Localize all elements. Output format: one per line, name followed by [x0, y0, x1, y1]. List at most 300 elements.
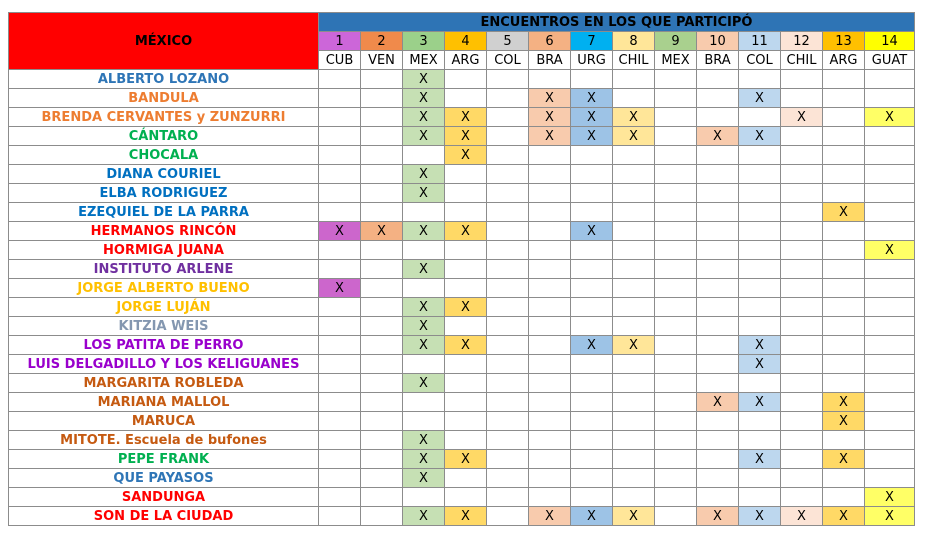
empty-cell: [613, 450, 655, 469]
participation-mark: X: [697, 393, 739, 412]
participation-mark: X: [613, 507, 655, 526]
empty-cell: [697, 355, 739, 374]
participation-mark: X: [403, 89, 445, 108]
empty-cell: [781, 89, 823, 108]
empty-cell: [571, 165, 613, 184]
empty-cell: [319, 146, 361, 165]
empty-cell: [739, 70, 781, 89]
empty-cell: [781, 203, 823, 222]
empty-cell: [697, 279, 739, 298]
participation-mark: X: [403, 70, 445, 89]
table-row: [9, 279, 915, 298]
empty-cell: [487, 298, 529, 317]
group-name: MITOTE. Escuela de bufones: [9, 431, 319, 450]
empty-cell: [781, 165, 823, 184]
empty-cell: [823, 70, 865, 89]
empty-cell: [781, 450, 823, 469]
encounter-country-6: BRA: [529, 51, 571, 70]
table-row: [9, 507, 915, 526]
empty-cell: [655, 260, 697, 279]
group-name: JORGE ALBERTO BUENO: [9, 279, 319, 298]
participation-mark: X: [823, 203, 865, 222]
empty-cell: [571, 393, 613, 412]
empty-cell: [487, 431, 529, 450]
empty-cell: [655, 241, 697, 260]
participation-mark: X: [865, 241, 915, 260]
empty-cell: [739, 222, 781, 241]
empty-cell: [319, 127, 361, 146]
empty-cell: [487, 507, 529, 526]
group-name: CHOCALA: [9, 146, 319, 165]
empty-cell: [823, 108, 865, 127]
empty-cell: [865, 184, 915, 203]
empty-cell: [487, 412, 529, 431]
empty-cell: [361, 450, 403, 469]
encounter-number-7: 7: [571, 32, 613, 51]
group-name: MARGARITA ROBLEDA: [9, 374, 319, 393]
empty-cell: [865, 89, 915, 108]
participation-mark: X: [403, 165, 445, 184]
empty-cell: [529, 241, 571, 260]
empty-cell: [445, 355, 487, 374]
empty-cell: [571, 298, 613, 317]
group-name: HERMANOS RINCÓN: [9, 222, 319, 241]
empty-cell: [361, 203, 403, 222]
encounter-country-13: ARG: [823, 51, 865, 70]
empty-cell: [739, 165, 781, 184]
empty-cell: [361, 507, 403, 526]
empty-cell: [529, 298, 571, 317]
empty-cell: [361, 260, 403, 279]
group-name: MARUCA: [9, 412, 319, 431]
empty-cell: [445, 279, 487, 298]
empty-cell: [361, 279, 403, 298]
empty-cell: [445, 412, 487, 431]
empty-cell: [781, 127, 823, 146]
empty-cell: [319, 89, 361, 108]
participation-mark: X: [781, 108, 823, 127]
empty-cell: [487, 336, 529, 355]
empty-cell: [823, 469, 865, 488]
encounter-number-1: 1: [319, 32, 361, 51]
participation-mark: X: [403, 336, 445, 355]
empty-cell: [529, 222, 571, 241]
encounter-country-8: CHIL: [613, 51, 655, 70]
empty-cell: [319, 203, 361, 222]
table-row: [9, 450, 915, 469]
empty-cell: [571, 355, 613, 374]
empty-cell: [697, 184, 739, 203]
group-name: LUIS DELGADILLO Y LOS KELIGUANES: [9, 355, 319, 374]
empty-cell: [403, 393, 445, 412]
participation-mark: X: [571, 222, 613, 241]
empty-cell: [445, 70, 487, 89]
empty-cell: [865, 260, 915, 279]
table-row: [9, 355, 915, 374]
participation-mark: X: [865, 488, 915, 507]
empty-cell: [319, 241, 361, 260]
empty-cell: [697, 374, 739, 393]
empty-cell: [739, 469, 781, 488]
participation-mark: X: [445, 146, 487, 165]
group-name: CÁNTARO: [9, 127, 319, 146]
table-row: [9, 317, 915, 336]
empty-cell: [487, 279, 529, 298]
empty-cell: [361, 469, 403, 488]
empty-cell: [697, 165, 739, 184]
empty-cell: [781, 317, 823, 336]
empty-cell: [487, 203, 529, 222]
empty-cell: [529, 70, 571, 89]
empty-cell: [655, 336, 697, 355]
empty-cell: [697, 70, 739, 89]
empty-cell: [361, 127, 403, 146]
empty-cell: [319, 108, 361, 127]
empty-cell: [361, 146, 403, 165]
empty-cell: [739, 374, 781, 393]
empty-cell: [781, 393, 823, 412]
empty-cell: [823, 241, 865, 260]
empty-cell: [865, 165, 915, 184]
empty-cell: [697, 431, 739, 450]
empty-cell: [361, 184, 403, 203]
empty-cell: [529, 260, 571, 279]
group-name: KITZIA WEIS: [9, 317, 319, 336]
empty-cell: [487, 469, 529, 488]
empty-cell: [403, 355, 445, 374]
empty-cell: [655, 89, 697, 108]
empty-cell: [781, 260, 823, 279]
empty-cell: [697, 450, 739, 469]
encounter-number-8: 8: [613, 32, 655, 51]
participation-mark: X: [571, 336, 613, 355]
empty-cell: [445, 260, 487, 279]
empty-cell: [823, 127, 865, 146]
empty-cell: [823, 89, 865, 108]
participation-mark: X: [613, 336, 655, 355]
group-name: BRENDA CERVANTES y ZUNZURRI: [9, 108, 319, 127]
empty-cell: [571, 412, 613, 431]
empty-cell: [865, 317, 915, 336]
empty-cell: [529, 412, 571, 431]
empty-cell: [487, 184, 529, 203]
empty-cell: [403, 412, 445, 431]
empty-cell: [781, 279, 823, 298]
table-row: [9, 70, 915, 89]
empty-cell: [571, 241, 613, 260]
participation-mark: X: [823, 450, 865, 469]
participation-mark: X: [445, 298, 487, 317]
empty-cell: [823, 222, 865, 241]
empty-cell: [655, 298, 697, 317]
empty-cell: [361, 355, 403, 374]
table-row: [9, 165, 915, 184]
empty-cell: [655, 355, 697, 374]
empty-cell: [739, 260, 781, 279]
encounter-country-4: ARG: [445, 51, 487, 70]
empty-cell: [781, 298, 823, 317]
empty-cell: [613, 241, 655, 260]
empty-cell: [865, 146, 915, 165]
empty-cell: [319, 260, 361, 279]
empty-cell: [319, 488, 361, 507]
empty-cell: [403, 203, 445, 222]
empty-cell: [361, 165, 403, 184]
participation-mark: X: [403, 317, 445, 336]
group-name: PEPE FRANK: [9, 450, 319, 469]
empty-cell: [697, 412, 739, 431]
participation-mark: X: [403, 507, 445, 526]
participation-mark: X: [571, 127, 613, 146]
table-row: [9, 469, 915, 488]
empty-cell: [655, 165, 697, 184]
participation-mark: X: [403, 450, 445, 469]
table-row: [9, 127, 915, 146]
participation-mark: X: [739, 450, 781, 469]
group-name: DIANA COURIEL: [9, 165, 319, 184]
empty-cell: [361, 298, 403, 317]
participation-mark: X: [739, 355, 781, 374]
participation-mark: X: [823, 412, 865, 431]
group-name: QUE PAYASOS: [9, 469, 319, 488]
table-row: [9, 146, 915, 165]
empty-cell: [487, 374, 529, 393]
participation-mark: X: [865, 507, 915, 526]
empty-cell: [529, 374, 571, 393]
group-name: BANDULA: [9, 89, 319, 108]
empty-cell: [529, 165, 571, 184]
encounter-number-13: 13: [823, 32, 865, 51]
participation-mark: X: [445, 336, 487, 355]
empty-cell: [655, 279, 697, 298]
empty-cell: [613, 355, 655, 374]
empty-cell: [445, 488, 487, 507]
empty-cell: [865, 203, 915, 222]
empty-cell: [655, 184, 697, 203]
encounter-number-4: 4: [445, 32, 487, 51]
empty-cell: [319, 393, 361, 412]
empty-cell: [781, 184, 823, 203]
empty-cell: [571, 450, 613, 469]
table-row: [9, 89, 915, 108]
empty-cell: [781, 355, 823, 374]
empty-cell: [781, 488, 823, 507]
empty-cell: [613, 203, 655, 222]
empty-cell: [529, 336, 571, 355]
empty-cell: [739, 279, 781, 298]
empty-cell: [571, 184, 613, 203]
empty-cell: [865, 127, 915, 146]
empty-cell: [571, 488, 613, 507]
empty-cell: [739, 203, 781, 222]
empty-cell: [823, 298, 865, 317]
empty-cell: [823, 336, 865, 355]
empty-cell: [865, 450, 915, 469]
empty-cell: [781, 222, 823, 241]
empty-cell: [445, 393, 487, 412]
empty-cell: [613, 431, 655, 450]
encounter-country-11: COL: [739, 51, 781, 70]
empty-cell: [571, 317, 613, 336]
empty-cell: [655, 317, 697, 336]
table-row: [9, 336, 915, 355]
group-name: HORMIGA JUANA: [9, 241, 319, 260]
participation-mark: X: [403, 374, 445, 393]
empty-cell: [697, 260, 739, 279]
participation-mark: X: [781, 507, 823, 526]
table-row: [9, 298, 915, 317]
empty-cell: [697, 89, 739, 108]
empty-cell: [319, 374, 361, 393]
empty-cell: [361, 336, 403, 355]
empty-cell: [823, 146, 865, 165]
empty-cell: [697, 203, 739, 222]
empty-cell: [865, 431, 915, 450]
encounter-country-14: GUAT: [865, 51, 915, 70]
empty-cell: [613, 488, 655, 507]
empty-cell: [697, 108, 739, 127]
encounter-number-12: 12: [781, 32, 823, 51]
table-row: [9, 431, 915, 450]
empty-cell: [613, 412, 655, 431]
empty-cell: [487, 260, 529, 279]
empty-cell: [781, 412, 823, 431]
empty-cell: [361, 488, 403, 507]
empty-cell: [529, 393, 571, 412]
empty-cell: [655, 469, 697, 488]
group-name: ALBERTO LOZANO: [9, 70, 319, 89]
empty-cell: [403, 488, 445, 507]
empty-cell: [319, 70, 361, 89]
group-name: JORGE LUJÁN: [9, 298, 319, 317]
empty-cell: [613, 279, 655, 298]
empty-cell: [823, 488, 865, 507]
encounter-country-3: MEX: [403, 51, 445, 70]
participation-mark: X: [445, 108, 487, 127]
empty-cell: [319, 184, 361, 203]
empty-cell: [823, 317, 865, 336]
empty-cell: [613, 222, 655, 241]
participation-mark: X: [319, 222, 361, 241]
country-title: MÉXICO: [9, 13, 319, 70]
participation-mark: X: [739, 393, 781, 412]
encounter-country-10: BRA: [697, 51, 739, 70]
empty-cell: [571, 146, 613, 165]
empty-cell: [487, 393, 529, 412]
empty-cell: [571, 374, 613, 393]
table-row: [9, 222, 915, 241]
table-row: [9, 374, 915, 393]
empty-cell: [445, 431, 487, 450]
encounter-country-5: COL: [487, 51, 529, 70]
empty-cell: [319, 469, 361, 488]
empty-cell: [613, 469, 655, 488]
participation-mark: X: [403, 222, 445, 241]
empty-cell: [445, 469, 487, 488]
empty-cell: [697, 317, 739, 336]
empty-cell: [865, 336, 915, 355]
empty-cell: [445, 203, 487, 222]
encounter-number-2: 2: [361, 32, 403, 51]
encounter-country-9: MEX: [655, 51, 697, 70]
encounter-country-1: CUB: [319, 51, 361, 70]
table-row: [9, 260, 915, 279]
group-name: MARIANA MALLOL: [9, 393, 319, 412]
empty-cell: [781, 241, 823, 260]
empty-cell: [445, 165, 487, 184]
encounter-country-2: VEN: [361, 51, 403, 70]
empty-cell: [487, 317, 529, 336]
empty-cell: [739, 317, 781, 336]
participation-mark: X: [403, 469, 445, 488]
empty-cell: [865, 279, 915, 298]
empty-cell: [865, 298, 915, 317]
empty-cell: [739, 431, 781, 450]
participation-mark: X: [529, 89, 571, 108]
empty-cell: [319, 298, 361, 317]
empty-cell: [571, 469, 613, 488]
empty-cell: [571, 260, 613, 279]
empty-cell: [361, 70, 403, 89]
empty-cell: [865, 412, 915, 431]
empty-cell: [655, 412, 697, 431]
empty-cell: [865, 70, 915, 89]
empty-cell: [529, 431, 571, 450]
table-row: [9, 203, 915, 222]
empty-cell: [739, 108, 781, 127]
empty-cell: [613, 374, 655, 393]
empty-cell: [655, 146, 697, 165]
empty-cell: [445, 374, 487, 393]
empty-cell: [319, 165, 361, 184]
empty-cell: [655, 374, 697, 393]
empty-cell: [613, 146, 655, 165]
encounter-country-7: URG: [571, 51, 613, 70]
empty-cell: [781, 336, 823, 355]
participation-mark: X: [697, 507, 739, 526]
participation-mark: X: [739, 89, 781, 108]
empty-cell: [529, 355, 571, 374]
empty-cell: [865, 393, 915, 412]
encounter-number-10: 10: [697, 32, 739, 51]
empty-cell: [361, 431, 403, 450]
empty-cell: [613, 70, 655, 89]
participation-mark: X: [613, 108, 655, 127]
participation-mark: X: [445, 127, 487, 146]
empty-cell: [613, 260, 655, 279]
empty-cell: [781, 431, 823, 450]
participation-mark: X: [445, 450, 487, 469]
empty-cell: [445, 241, 487, 260]
participation-mark: X: [697, 127, 739, 146]
empty-cell: [655, 450, 697, 469]
table-row: [9, 184, 915, 203]
encounter-number-5: 5: [487, 32, 529, 51]
participation-mark: X: [613, 127, 655, 146]
empty-cell: [613, 298, 655, 317]
empty-cell: [445, 89, 487, 108]
participation-mark: X: [823, 507, 865, 526]
empty-cell: [487, 222, 529, 241]
empty-cell: [823, 279, 865, 298]
participation-mark: X: [739, 507, 781, 526]
participation-mark: X: [445, 222, 487, 241]
empty-cell: [361, 241, 403, 260]
empty-cell: [865, 469, 915, 488]
table-row: [9, 412, 915, 431]
empty-cell: [319, 317, 361, 336]
empty-cell: [487, 127, 529, 146]
